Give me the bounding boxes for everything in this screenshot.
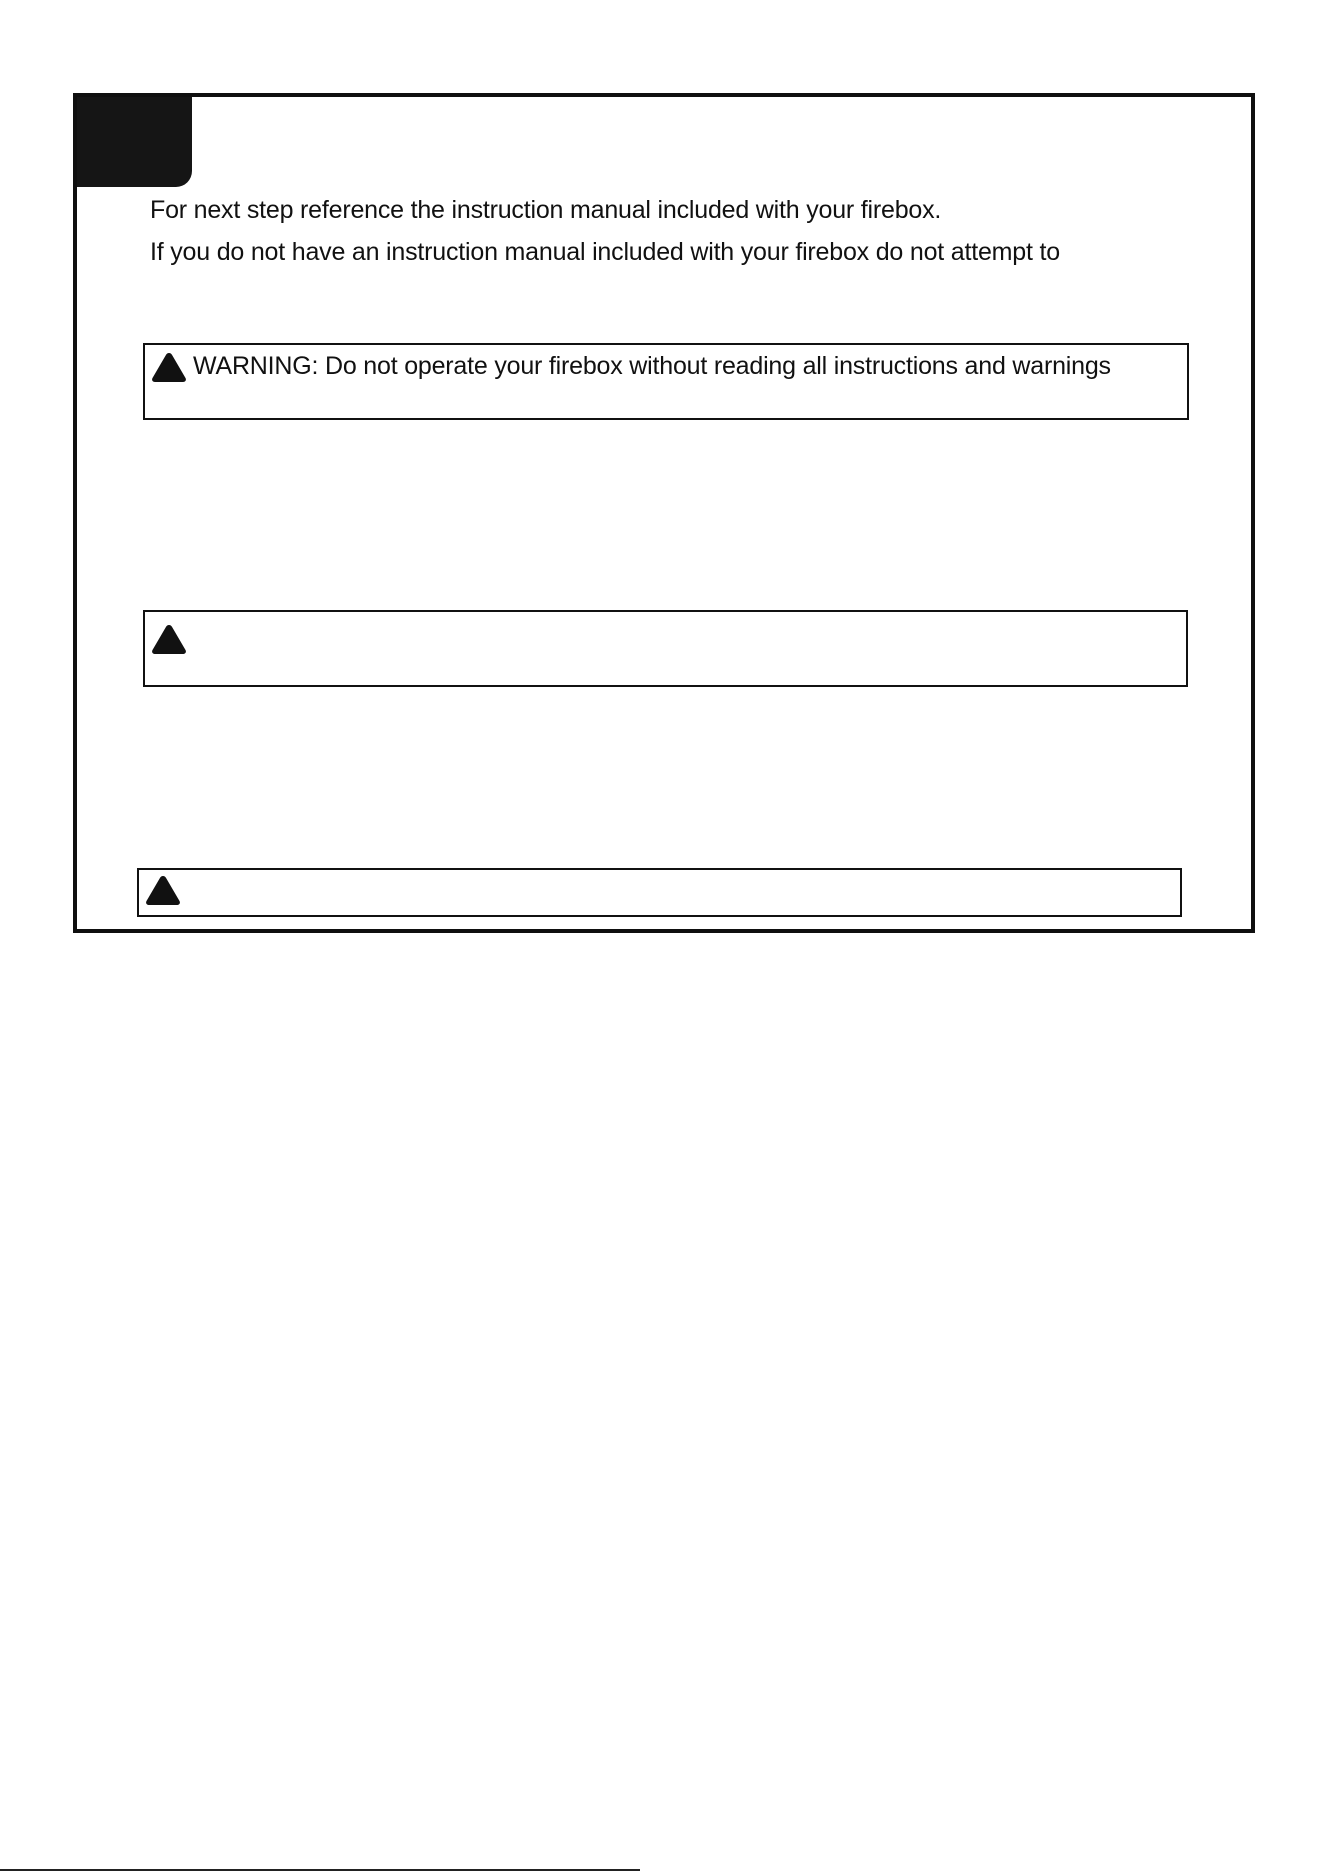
warning-triangle-icon [144, 873, 182, 907]
instruction-panel [73, 93, 1255, 933]
warning-box-2 [143, 610, 1188, 687]
warning-triangle-icon [150, 622, 188, 656]
warning-text-1: WARNING: Do not operate your firebox without reading all instructions and warnings [193, 352, 1111, 380]
instruction-line-2: If you do not have an instruction manual included with your firebox do not attempt to [150, 238, 1060, 266]
instruction-line-1: For next step reference the instruction manual included with your firebox. [150, 196, 942, 224]
warning-box-3 [137, 868, 1182, 917]
warning-triangle-icon [150, 350, 188, 384]
footer-divider [0, 1869, 640, 1871]
step-number-tab [77, 97, 192, 187]
warning-box-1 [143, 343, 1189, 420]
